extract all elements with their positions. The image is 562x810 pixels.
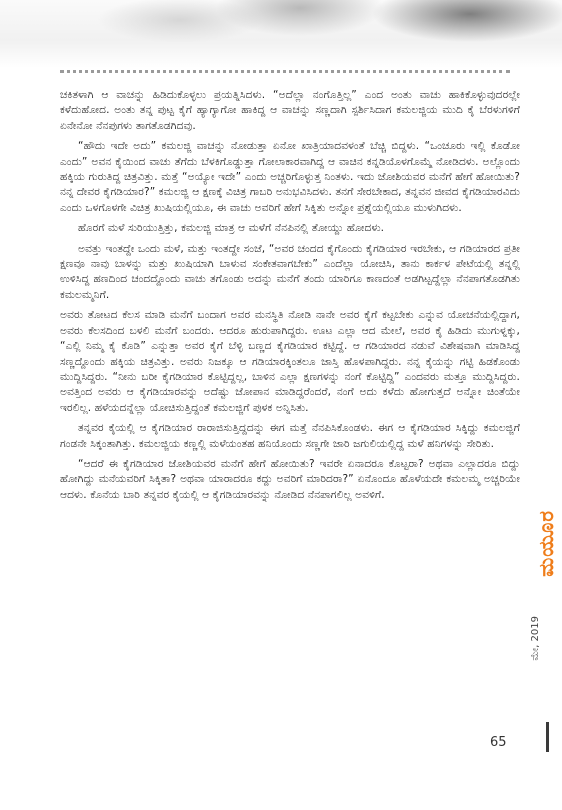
magazine-sidebar xyxy=(526,480,562,810)
issue-date: ಮೇ, 2019 xyxy=(530,616,541,661)
paragraph: ಹೊರಗೆ ಮಳೆ ಸುರಿಯುತ್ತಿತ್ತು, ಕಮಲಜ್ಜಿ ಮಾತ್ರ ಆ ಮಳೆಗೆ ನೆನಪಿನಲ್ಲಿ ತೋಯ್ದು ಹೋದಳು. xyxy=(78,222,385,235)
page-marker-bar xyxy=(546,722,549,752)
paragraph: ಚಕಿತಳಾಗಿ ಆ ವಾಚನ್ನು ಹಿಡಿದುಕೊಳ್ಳಲು ಪ್ರಯತ್ನಿಸಿದಳು. “ಅದೆಲ್ಲಾ ನಂಗೊತ್ತಿಲ್ಲ” ಎಂದ ಅಂತು ವಾಚು ಹಾಕಿಕೊಳ್ಳುವುದರಲ್ಲೇ ಕಳೆದುಹೋದ. ಅಂತು ತನ್ನ ಪುಟ್ಟ ಕೈಗೆ ಹ್ಯಾಗ್ಯಾಗೋ ಹಾಕಿದ್ದ ಆ ವಾಚನ್ನು ಸಣ್ಣದಾಗಿ ಸ್ಪರ್ಶಿಸಿದಾಗ ಕಮಲಜ್ಜಿಯ ಮುದಿ ಕೈ ಬೆರಳುಗಳಿಗೆ ಏನೇನೋ ನೆನಪುಗಳು ತಾಗತೊಡಗಿದವು. xyxy=(60,89,520,132)
paragraph: “ಹೌದು ಇದೇ ಅದು” ಕಮಲಜ್ಜಿ ವಾಚನ್ನು ನೋಡುತ್ತಾ ಏನೋ ಖಾತ್ರಿಯಾದವಳಂತೆ ಬೆಚ್ಚಿ ಬಿದ್ದಳು. “ಒಂಚೂರು ಇಲ್ಲಿ ಕೊಡೋ ಎಂದು” ಅವನ ಕೈಯಿಂದ ವಾಚು ತೆಗೆದು ಬೆಳಕಿಗೊಡ್ಡುತ್ತಾ ಗೋಲಾಕಾರವಾಗಿದ್ದ ಆ ವಾಚಿನ ಕನ್ನಡಿಯೊಳಗೊಮ್ಮೆ ನೋಡಿದಳು. ಅಲ್ಲೊಂದು ಹಕ್ಕಿಯ ಗುರುತಿದ್ದ ಚಿತ್ರವಿತ್ತು. ಮತ್ತೆ “ಅಯ್ಯೋ ಇದೇ” ಎಂದು ಅಚ್ಚರಿಗೊಳ್ಳುತ್ತ ನಿಂತಳು. ಇದು ಜೋಶಿಯವರ ಮನೆಗೆ ಹೇಗೆ ಹೋಯಿತು? ನನ್ನ ದೇವರ ಕೈಗಡಿಯಾರ?” ಕಮಲಜ್ಜಿ ಆ ಕ್ಷಣಕ್ಕೆ ವಿಚಿತ್ರ ಗಾಬರಿ ಅನುಭವಿಸಿದಳು. ತನಗೆ ಸೇರಬೇಕಾದ, ತನ್ನವನ ಜೀವದ ಕೈಗಡಿಯಾರವಿದು ಎಂದು ಒಳಗೊಳಗೇ ವಿಚಿತ್ರ ಖುಷಿಯಲ್ಲಿಯೂ, ಈ ವಾಚು ಅವರಿಗೆ ಹೇಗೆ ಸಿಕ್ಕಿತು ಅನ್ನೋ ಪ್ರಶ್ನೆಯಲ್ಲಿಯೂ ಮುಳುಗಿದಳು. xyxy=(60,140,520,214)
paragraph: ತನ್ನವರ ಕೈಯಲ್ಲಿ ಆ ಕೈಗಡಿಯಾರ ರಾರಾಜಿಸುತ್ತಿದ್ದದನ್ನು ಈಗ ಮತ್ತೆ ನೆನಪಿಸಿಕೊಂಡಳು. ಈಗ ಆ ಕೈಗಡಿಯಾರ ಸಿಕ್ಕಿದ್ದು ಕಮಲಜ್ಜಿಗೆ ಗಂಡನೇ ಸಿಕ್ಕಂತಾಗಿತ್ತು. ಕಮಲಜ್ಜಿಯ ಕಣ್ಣಲ್ಲಿ ಮಳೆಯಂತಹ ಹನಿಯೊಂದು ಸಣ್ಣಗೇ ಜಾರಿ ಜಗುಲಿಯಲ್ಲಿದ್ದ ಮಳೆ ಹನಿಗಳನ್ನು ಸೇರಿತು. xyxy=(60,422,520,450)
magazine-logo: ಮಯೂರ xyxy=(534,510,558,577)
paragraph: “ಆದರೆ ಈ ಕೈಗಡಿಯಾರ ಜೋಶಿಯವರ ಮನೆಗೆ ಹೇಗೆ ಹೋಯಿತು? ಇವರೇ ಏನಾದರೂ ಕೊಟ್ಟರಾ? ಅಥವಾ ಎಲ್ಲಾದರೂ ಬಿದ್ದು ಹೋಗಿದ್ದು ಮನೆಯವರಿಗೆ ಸಿಕ್ಕಿತಾ? ಅಥವಾ ಯಾರಾದರೂ ಕದ್ದು ಅವರಿಗೆ ಮಾರಿದರಾ?” ಏನೊಂದೂ ಹೊಳೆಯದೇ ಕಮಲಮ್ಮ ಅಚ್ಚರಿಯೇ ಆದಳು. ಕೊನೆಯ ಬಾರಿ ತನ್ನವರ ಕೈಯಲ್ಲಿ ಆ ಕೈಗಡಿಯಾರವನ್ನು ನೋಡಿದ ನೆನಪಾಗಲಿಲ್ಲ ಅವಳಿಗೆ. xyxy=(60,457,520,501)
dotted-divider xyxy=(60,70,510,73)
paragraph: ಅವತ್ತು ಇಂತದ್ದೇ ಒಂದು ಮಳೆ, ಮತ್ತು ಇಂತದ್ದೇ ಸಂಜೆ, “ಅವರ ಚಂದದ ಕೈಗೊಂದು ಕೈಗಡಿಯಾರ ಇರಬೇಕು, ಆ ಗಡಿಯಾರದ ಪ್ರತೀ ಕ್ಷಣವೂ ನಾವು ಬಾಳನ್ನು ಮತ್ತು ಖುಷಿಯಾಗಿ ಬಾಳುವ ಸಂಕೇತವಾಗಬೇಕು” ಎಂದೆಲ್ಲಾ ಯೋಚಿಸಿ, ತಾನು ಕಾರ್ಕಳ ಪೇಟೆಯಲ್ಲಿ ತನ್ನಲ್ಲಿ ಉಳಿಸಿದ್ದ ಹಣದಿಂದ ಚಂದದ್ದೊಂದು ವಾಚು ತಗೊಂಡು ಅದನ್ನು ಮನೆಗೆ ತಂದು ಯಾರಿಗೂ ಕಾಣದಂತೆ ಅಡಗಿಟ್ಟದ್ದೆಲ್ಲಾ ನೆನಪಾಗತೊಡಗಿತು ಕಮಲಮ್ಮನಿಗೆ. xyxy=(60,242,520,301)
paragraph: ಅವರು ತೋಟದ ಕೆಲಸ ಮಾಡಿ ಮನೆಗೆ ಬಂದಾಗ ಅವರ ಮನಸ್ಥಿತಿ ನೋಡಿ ನಾನೇ ಅವರ ಕೈಗೆ ಕಟ್ಟಬೇಕು ಎನ್ನುವ ಯೋಚನೆಯಲ್ಲಿದ್ದಾಗ, ಅವರು ಕೆಲಸದಿಂದ ಬಳಲಿ ಮನೆಗೆ ಬಂದರು. ಆದರೂ ಹುರುಪಾಗಿದ್ದರು. ಊಟ ಎಲ್ಲಾ ಆದ ಮೇಲೆ, ಅವರ ಕೈ ಹಿಡಿದು ಮುಗುಳ್ನಕ್ಕು, “ಎಲ್ಲಿ ನಿಮ್ಮ ಕೈ ಕೊಡಿ” ಎನ್ನುತ್ತಾ ಅವರ ಕೈಗೆ ಬೆಳ್ಳಿ ಬಣ್ಣದ ಕೈಗಡಿಯಾರ ಕಟ್ಟಿದ್ದೆ. ಆ ಗಡಿಯಾರದ ನಡುವೆ ವಿಶೇಷವಾಗಿ ಮಾಡಿಸಿದ್ದ ಸಣ್ಣದ್ದೊಂದು ಹಕ್ಕಿಯ ಚಿತ್ರವಿತ್ತು. ಅವರು ನಿಜಕ್ಕೂ ಆ ಗಡಿಯಾರಕ್ಕಿಂತಲೂ ಜಾಸ್ತಿ ಹೊಳಪಾಗಿದ್ದರು. ನನ್ನ ಕೈಯನ್ನು ಗಟ್ಟಿ ಹಿಡಕೊಂಡು ಮುದ್ದಿಸಿದ್ದರು. “ನೀನು ಬರೀ ಕೈಗಡಿಯಾರ ಕೊಟ್ಟಿದ್ದಲ್ಲ, ಬಾಳಿನ ಎಲ್ಲಾ ಕ್ಷಣಗಳನ್ನು ನಂಗೆ ಕೊಟ್ಟಿದ್ದಿ” ಎಂದವರು ಮತ್ತೂ ಮುದ್ದಿಸಿದ್ದರು. ಅವತ್ತಿಂದ ಅವರು ಆ ಕೈಗಡಿಯಾರವನ್ನು ಅದೆಷ್ಟು ಜೋಪಾನ ಮಾಡಿದ್ದರೆಂದರೆ, ನಂಗೆ ಅದು ಕಳೆದು ಹೋಗುತ್ತದೆ ಅನ್ನೋ ಚಿಂತೆಯೇ ಇರಲಿಲ್ಲ. ಹಳೆಯದನ್ನೆಲ್ಲಾ ಯೋಚಿಸುತ್ತಿದ್ದಂತೆ ಕಮಲಜ್ಜಿಗೆ ಪುಳಕ ಅನ್ನಿಸಿತು. xyxy=(60,309,520,414)
header-illustration xyxy=(0,0,562,68)
page-number: 65 xyxy=(490,735,507,750)
article-body xyxy=(60,88,520,508)
